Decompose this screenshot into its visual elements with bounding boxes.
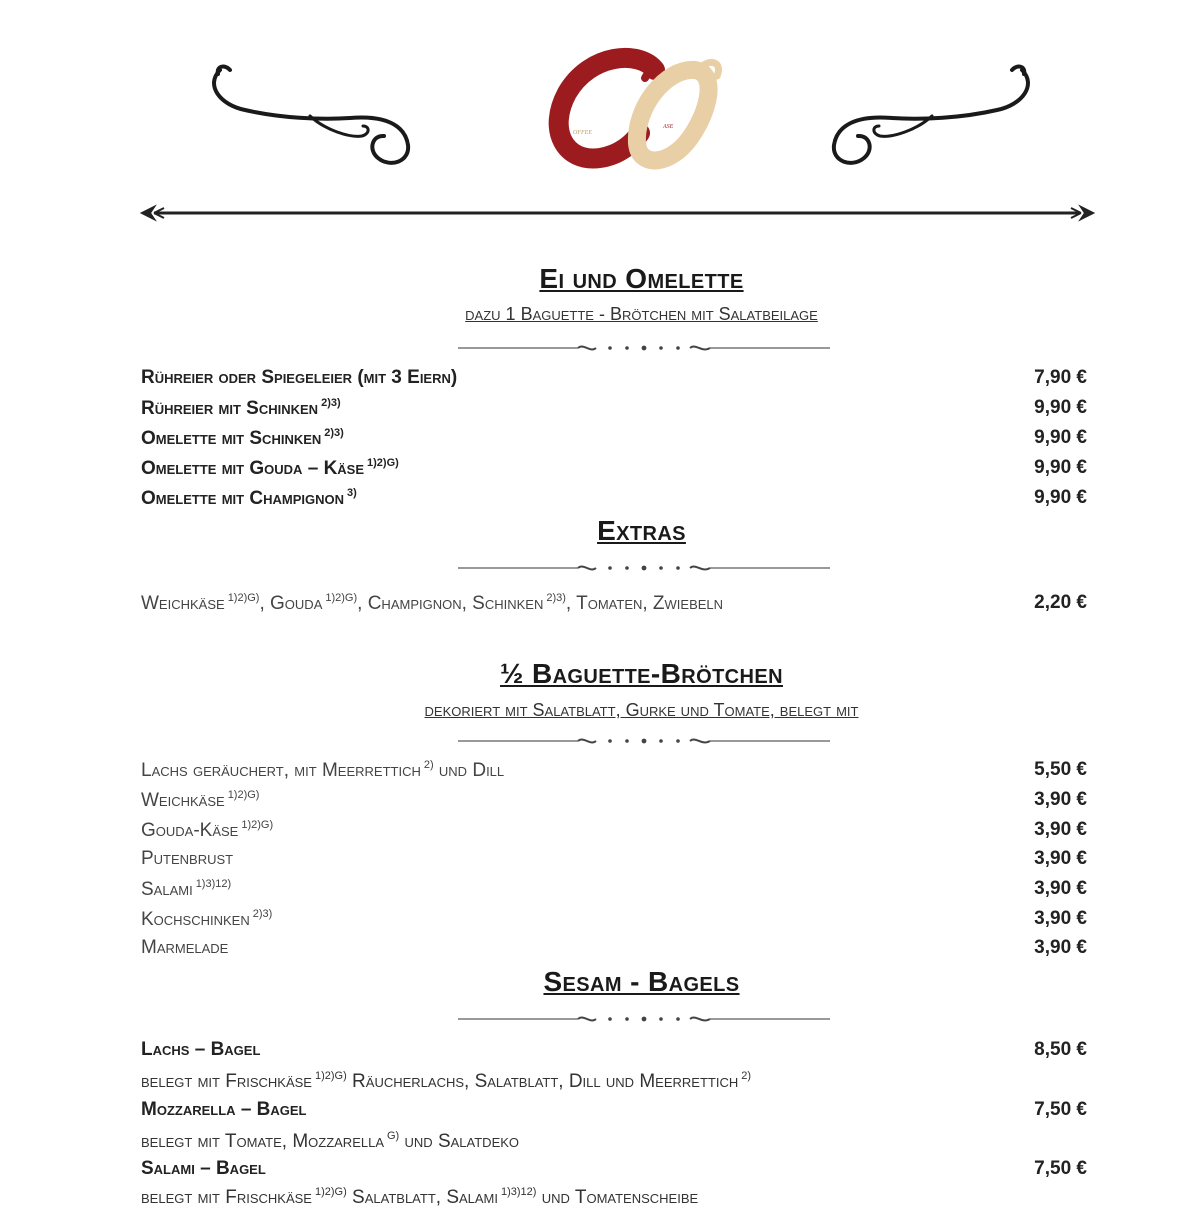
menu-item-row [141, 759, 1087, 785]
item-price: 8,50 € [1034, 1039, 1087, 1060]
item-name: Lachs – Bagel [141, 1039, 261, 1060]
item-name: Salami [141, 879, 193, 900]
section-subtitle-baguette: dekoriert mit Salatblatt, Gurke und Tomate, belegt mit [424, 700, 859, 720]
desc-text: und Salatdeko [404, 1131, 520, 1152]
item-price: 9,90 € [1034, 457, 1087, 478]
menu-item-row [141, 819, 1087, 845]
section-title-baguette: ½ Baguette-Brötchen [500, 658, 783, 689]
left-flourish-ornament [200, 50, 415, 160]
allergen-note: 1)2)G) [227, 592, 260, 604]
item-price: 5,50 € [1034, 759, 1087, 780]
allergen-note: 1)3)12) [195, 878, 232, 890]
item-name: Putenbrust [141, 848, 234, 869]
right-flourish-ornament [827, 50, 1042, 160]
allergen-note: 2)3) [252, 908, 273, 920]
allergen-note: 1)2)G) [325, 592, 358, 604]
item-description [141, 1130, 519, 1153]
allergen-note: G) [387, 1130, 400, 1142]
item-price: 9,90 € [1034, 397, 1087, 418]
allergen-note: 3) [347, 487, 357, 499]
desc-text: und Tomatenscheibe [541, 1187, 699, 1208]
allergen-note: 1)2)G) [314, 1070, 347, 1082]
menu-item-row [141, 789, 1087, 815]
menu-item-row [141, 427, 1087, 453]
item-name-suffix: und Dill [438, 760, 505, 781]
item-description [141, 1186, 698, 1209]
item-name: Lachs geräuchert, mit Meerrettich [141, 760, 421, 781]
allergen-note: 1)3)12) [501, 1186, 537, 1198]
ornament-divider [458, 561, 830, 575]
allergen-note: 2) [741, 1070, 752, 1082]
item-name: Rühreier oder Spiegeleier (mit 3 Eiern) [141, 367, 458, 388]
coffee-case-logo [545, 48, 730, 173]
menu-item-row [141, 397, 1087, 423]
item-price: 2,20 € [1034, 592, 1087, 613]
section-title-extras: Extras [597, 515, 686, 546]
item-name: Omelette mit Gouda – Käse [141, 458, 365, 479]
allergen-note: 1)2)G) [367, 457, 399, 469]
item-price: 3,90 € [1034, 878, 1087, 899]
item-name: Omelette mit Champignon [141, 488, 344, 509]
menu-item-row [141, 1039, 1087, 1065]
allergen-note: 2) [423, 759, 434, 771]
item-name: Marmelade [141, 937, 229, 958]
item-name: Rühreier mit Schinken [141, 398, 319, 419]
allergen-note: 2)3) [321, 397, 341, 409]
menu-item-row [141, 1158, 1087, 1184]
extras-text: , Champignon, Schinken [357, 593, 544, 614]
item-price: 9,90 € [1034, 487, 1087, 508]
allergen-note: 2)3) [546, 592, 566, 604]
section-subtitle-eggs: dazu 1 Baguette - Brötchen mit Salatbeilage [465, 304, 818, 324]
section-title-eggs: Ei und Omelette [539, 263, 744, 294]
menu-item-row [141, 367, 1087, 393]
menu-item-row [141, 848, 1087, 874]
allergen-note: 1)2)G) [241, 819, 274, 831]
menu-item-row [141, 1099, 1087, 1125]
item-name: Mozzarella – Bagel [141, 1099, 307, 1120]
item-price: 9,90 € [1034, 427, 1087, 448]
desc-text: Räucherlachs, Salatblatt, Dill und Meerrettich [352, 1071, 739, 1092]
desc-text: belegt mit Tomate, Mozzarella [141, 1131, 384, 1152]
item-price: 7,50 € [1034, 1099, 1087, 1120]
item-price: 3,90 € [1034, 789, 1087, 810]
item-name: Omelette mit Schinken [141, 428, 322, 449]
allergen-note: 1)2)G) [314, 1186, 347, 1198]
allergen-note: 2)3) [324, 427, 344, 439]
header-rule-divider [140, 202, 1095, 224]
logo-right-text: ase [663, 120, 674, 130]
item-name: Kochschinken [141, 909, 250, 930]
item-price: 3,90 € [1034, 819, 1087, 840]
menu-item-row [141, 487, 1087, 513]
ornament-divider [458, 734, 830, 748]
ornament-divider [458, 1012, 830, 1026]
ornament-divider [458, 341, 830, 355]
menu-item-row [141, 457, 1087, 483]
allergen-note: 1)2)G) [227, 789, 260, 801]
desc-text: Salatblatt, Salami [352, 1187, 498, 1208]
item-price: 7,90 € [1034, 367, 1087, 388]
item-price: 3,90 € [1034, 848, 1087, 869]
menu-item-row [141, 878, 1087, 904]
extras-text: Weichkäse [141, 593, 225, 614]
menu-item-row [141, 937, 1087, 963]
extras-text: , Tomaten, Zwiebeln [565, 593, 724, 614]
item-name: Gouda-Käse [141, 820, 239, 841]
desc-text: belegt mit Frischkäse [141, 1071, 312, 1092]
item-price: 3,90 € [1034, 937, 1087, 958]
item-price: 3,90 € [1034, 908, 1087, 929]
desc-text: belegt mit Frischkäse [141, 1187, 312, 1208]
item-name: Salami – Bagel [141, 1158, 266, 1179]
extras-text: , Gouda [259, 593, 323, 614]
section-title-bagels: Sesam - Bagels [543, 966, 740, 997]
extras-row [141, 592, 1087, 618]
item-description [141, 1070, 751, 1093]
item-name: Weichkäse [141, 790, 225, 811]
item-price: 7,50 € [1034, 1158, 1087, 1179]
logo-left-text: offee [573, 126, 592, 136]
menu-item-row [141, 908, 1087, 934]
